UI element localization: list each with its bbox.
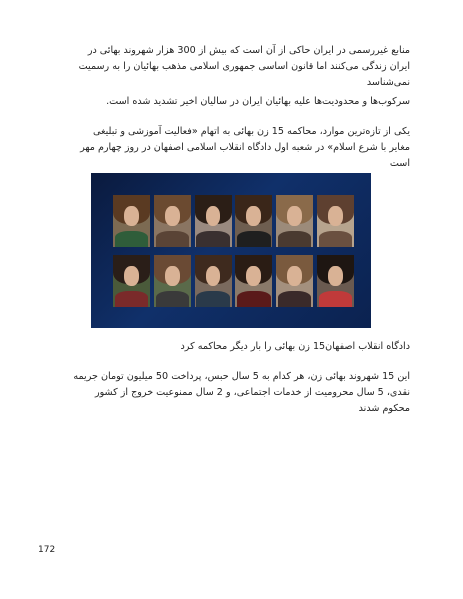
portrait-photo <box>195 195 232 247</box>
portrait-photo <box>276 195 313 247</box>
portrait-photo <box>235 255 272 307</box>
portrait-photo <box>317 195 354 247</box>
portrait-photo <box>113 195 150 247</box>
paragraph-2: سرکوب‌ها و محدودیت‌ها علیه بهائیان ایران در سالیان اخیر تشدید شده است. <box>106 96 410 107</box>
page-number: 172 <box>38 545 56 555</box>
portrait-photo <box>154 255 191 307</box>
portrait-photo <box>154 195 191 247</box>
portrait-photo <box>195 255 232 307</box>
women-photo-collage <box>91 173 371 328</box>
paragraph-5: این 15 شهروند بهائی زن، هر کدام به 5 سال حبس، پرداخت 50 میلیون تومان جریمه نقدی، 5 سال محرومیت از خدمات اجتماعی، و 2 سال ممنوعیت خروج از کشور محکوم شدند <box>73 371 410 414</box>
portrait-photo <box>317 255 354 307</box>
portrait-photo <box>235 195 272 247</box>
photo-grid <box>113 195 349 307</box>
paragraph-1: منابع غیررسمی در ایران حاکی از آن است که بیش از 300 هزار شهروند بهائی در ایران زندگی می‌کنند اما قانون اساسی جمهوری اسلامی مذهب بهائیان را به رسمیت نمی‌شناسد <box>78 45 410 88</box>
portrait-photo <box>276 255 313 307</box>
paragraph-3: یکی از تازه‌ترین موارد، محاکمه 15 زن بهائی به اتهام «فعالیت آموزشی و تبلیغی مغایر با شرع اسلام» در شعبه اول دادگاه انقلاب اسلامی اصفهان در روز چهارم مهر است <box>80 126 410 169</box>
paragraph-4: دادگاه انقلاب اصفهان15 زن بهائی را بار دیگر محاکمه کرد <box>180 341 410 352</box>
portrait-photo <box>113 255 150 307</box>
